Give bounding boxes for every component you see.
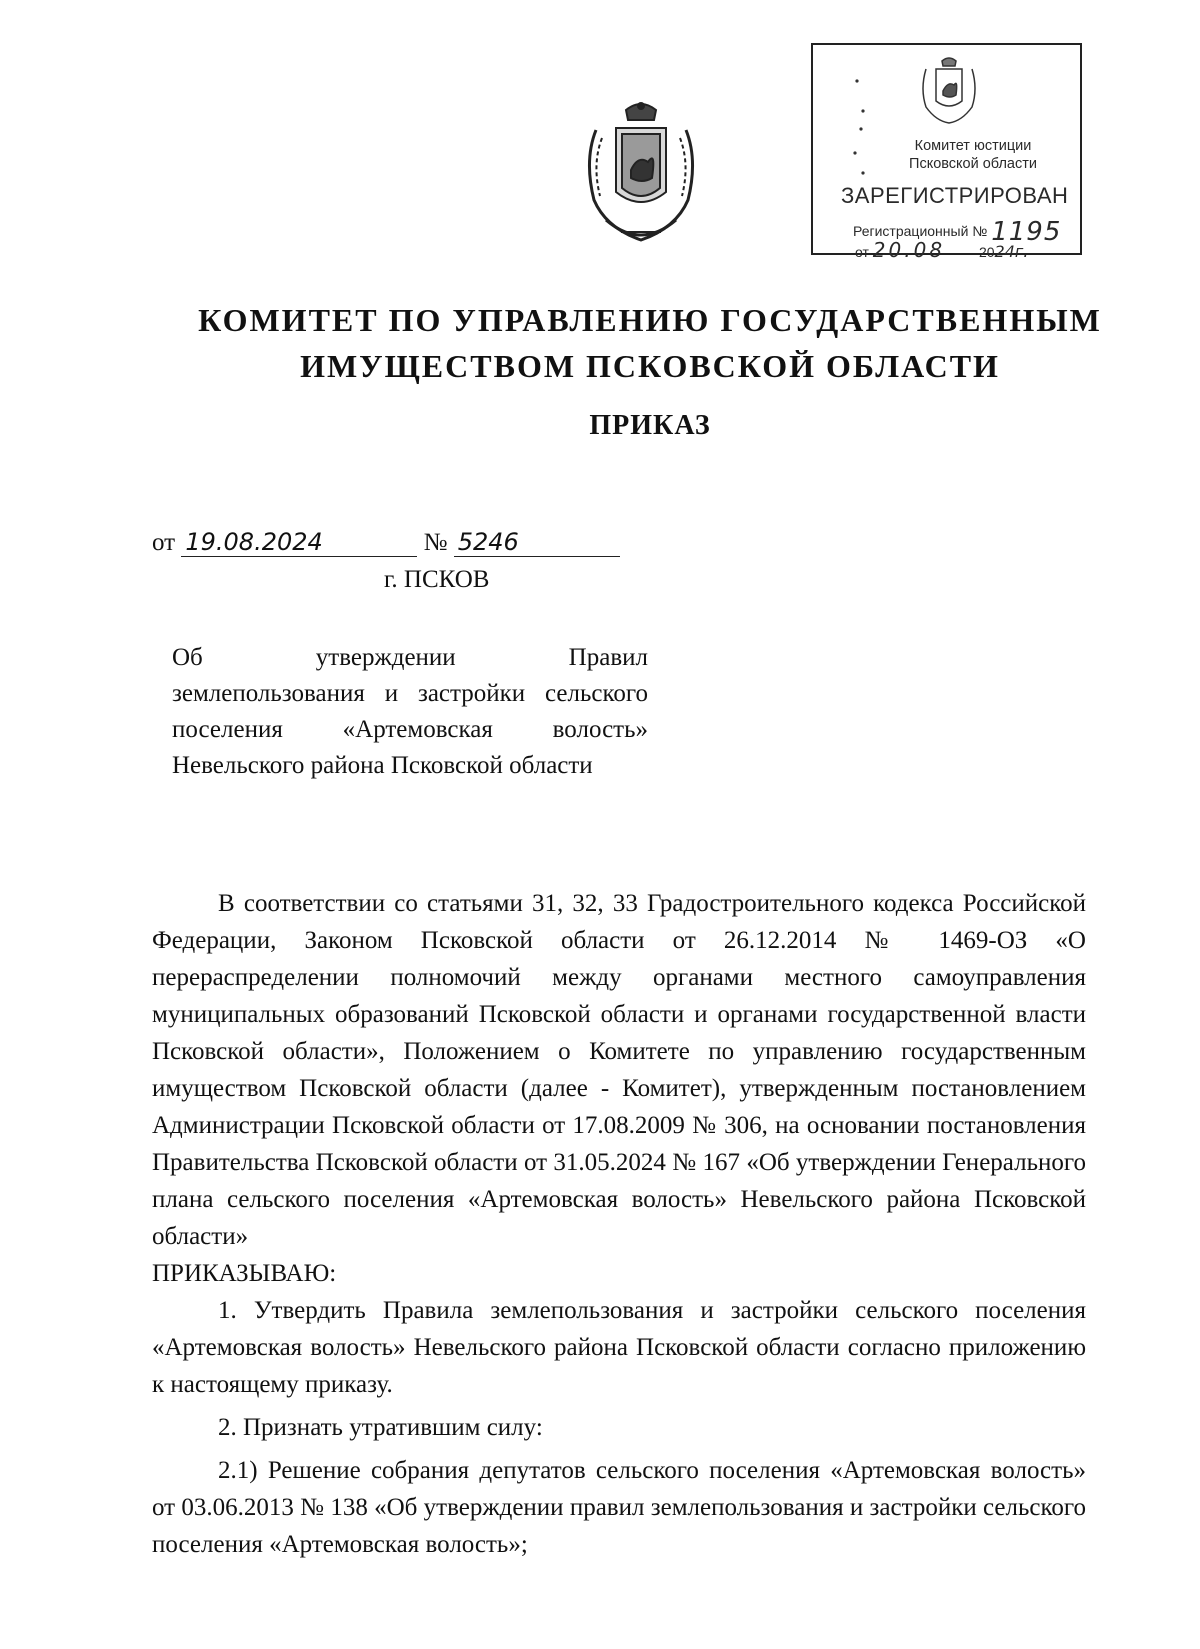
preamble-paragraph: В соответствии со статьями 31, 32, 33 Градостроительного кодекса Российской Федерации, Законом Псковской области от 26.12.2014 № 1469-ОЗ «О перераспределении полномочий между органами местного самоуправления муниципальных образований Псковской области и органами государственной власти Псковской области», Положением о Комитете по управлению государственным имуществом Псковской области (далее - Комитет), утвержденным постановлением Администрации Псковской области от 17.08.2009 № 306, на основании постановления Правительства Псковской области от 31.05.2024 № 167 «Об утверждении Генерального плана сельского поселения «Артемовская волость» Невельского района Псковской области» [152,890,1086,1250]
item-2: 2. Признать утратившим силу: [218,1414,543,1441]
city: г. ПСКОВ [384,566,490,593]
stamp-emblem-icon [918,55,980,125]
stamp-dots [853,75,867,185]
order-body [152,885,1086,1563]
item-1: 1. Утвердить Правила землепользования и застройки сельского поселения «Артемовская волость» Невельского района Псковской области согласно приложению к настоящему приказу. [152,1297,1086,1398]
date-number-line [152,528,620,557]
item-2-1: 2.1) Решение собрания депутатов сельского поселения «Артемовская волость» от 03.06.2013 № 138 «Об утверждении правил землепользования и застройки сельского поселения «Артемовская волость»; [152,1457,1086,1558]
title-line-2: ИМУЩЕСТВОМ ПСКОВСКОЙ ОБЛАСТИ [300,348,1000,384]
subject-line-3: поселения «Артемовская волость» [172,716,648,743]
stamp-date-label: от [855,244,869,260]
order-number: 5246 [454,528,620,557]
stamp-date-value: 20.08 [872,238,946,262]
subject-line-1: Об утверждении Правил [172,644,648,671]
registration-stamp [811,43,1082,262]
stamp-organization [873,137,1073,173]
stamp-year-value: 24г. [994,242,1029,261]
stamp-org-line1: Комитет юстиции [914,138,1032,154]
order-date: 19.08.2024 [181,528,417,557]
order-word: ПРИКАЗЫВАЮ: [152,1260,337,1287]
date-from-label: от [152,529,176,556]
stamp-status: ЗАРЕГИСТРИРОВАН [841,183,1069,208]
stamp-org-line2: Псковской области [909,156,1037,172]
title-line-1: КОМИТЕТ ПО УПРАВЛЕНИЮ ГОСУДАРСТВЕННЫМ [198,302,1102,338]
stamp-year-label: 20 [978,244,995,260]
coat-of-arms-icon [576,100,706,256]
subject-line-4: Невельского района Псковской области [172,752,593,779]
stamp-reg-number: 1195 [991,217,1062,247]
number-label: № [423,529,448,556]
order-subject [172,640,648,784]
subject-line-2: землепользования и застройки сельского [172,680,648,707]
stamp-reg-label: Регистрационный № [853,223,988,239]
document-type: ПРИКАЗ [589,410,711,441]
stamp-registration-date [855,238,1028,262]
document-title [150,297,1150,389]
